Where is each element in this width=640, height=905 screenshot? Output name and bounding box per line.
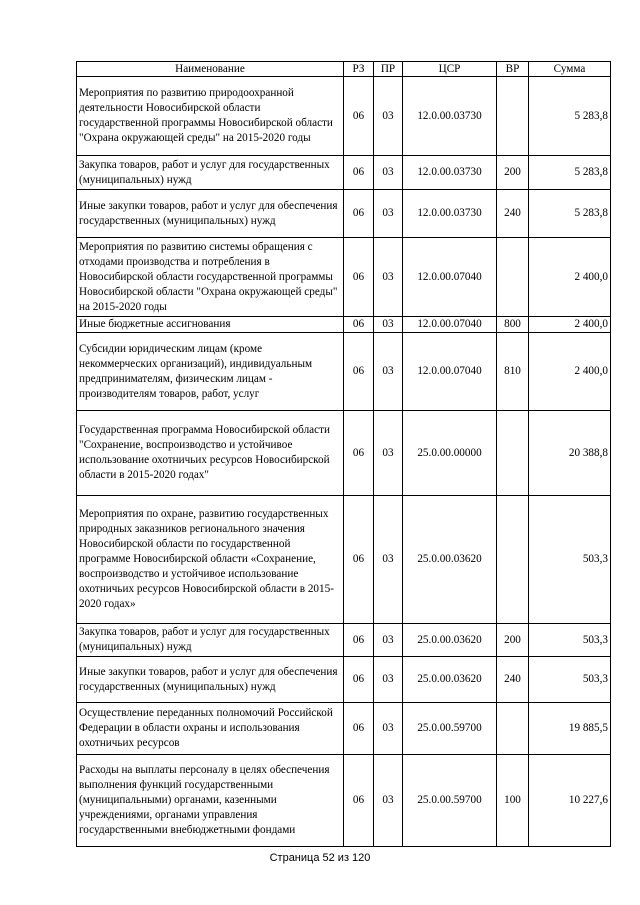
table-row — [77, 317, 611, 333]
header-vr: ВР — [497, 62, 529, 77]
row-sum: 20 388,8 — [529, 411, 611, 496]
row-vr: 800 — [497, 317, 529, 333]
table-row — [77, 77, 611, 156]
row-pr: 03 — [374, 156, 403, 190]
row-name: Иные закупки товаров, работ и услуг для обеспечения государственных (муниципальных) нужд — [77, 190, 344, 238]
row-sum: 10 227,6 — [529, 755, 611, 847]
row-pr: 03 — [374, 238, 403, 317]
row-name: Закупка товаров, работ и услуг для государственных (муниципальных) нужд — [77, 624, 344, 657]
row-name: Мероприятия по развитию природоохранной деятельности Новосибирской области государственной программы Новосибирской области "Охрана окружающей среды" на 2015-2020 годы — [77, 77, 344, 156]
row-vr — [497, 496, 529, 624]
page-number: Страница 52 из 120 — [269, 852, 371, 864]
table-row — [77, 156, 611, 190]
row-pr: 03 — [374, 755, 403, 847]
row-csr: 12.0.00.03730 — [403, 156, 497, 190]
row-pr: 03 — [374, 624, 403, 657]
table-row — [77, 755, 611, 847]
row-name: Иные бюджетные ассигнования — [77, 317, 344, 333]
row-csr: 25.0.00.03620 — [403, 496, 497, 624]
row-csr: 12.0.00.07040 — [403, 317, 497, 333]
row-name: Субсидии юридическим лицам (кроме некоммерческих организаций), индивидуальным предпринимателям, физическим лицам - производителям товаров, работ, услуг — [77, 333, 344, 411]
row-rz: 06 — [344, 703, 374, 755]
row-sum: 2 400,0 — [529, 333, 611, 411]
table-row — [77, 703, 611, 755]
row-vr: 200 — [497, 624, 529, 657]
row-vr — [497, 238, 529, 317]
row-pr: 03 — [374, 496, 403, 624]
table-row — [77, 333, 611, 411]
row-name: Государственная программа Новосибирской области "Сохранение, воспроизводство и устойчивое использование охотничьих ресурсов Новосибирской области в 2015-2020 годах" — [77, 411, 344, 496]
row-pr: 03 — [374, 77, 403, 156]
table-row — [77, 624, 611, 657]
row-vr: 200 — [497, 156, 529, 190]
table-row — [77, 411, 611, 496]
row-sum: 2 400,0 — [529, 317, 611, 333]
table-row — [77, 238, 611, 317]
row-rz: 06 — [344, 333, 374, 411]
header-row — [77, 62, 611, 77]
row-vr: 240 — [497, 657, 529, 703]
row-rz: 06 — [344, 657, 374, 703]
row-vr: 100 — [497, 755, 529, 847]
row-name: Мероприятия по охране, развитию государственных природных заказников регионального значения Новосибирской области по государственной программе Новосибирской области «Сохранение, воспроизводство и устойчивое использование охотничьих ресурсов Новосибирской области в 2015-2020 годах» — [77, 496, 344, 624]
row-sum: 2 400,0 — [529, 238, 611, 317]
row-rz: 06 — [344, 317, 374, 333]
row-vr: 810 — [497, 333, 529, 411]
header-rz: РЗ — [344, 62, 374, 77]
row-csr: 12.0.00.07040 — [403, 238, 497, 317]
table-row — [77, 657, 611, 703]
row-sum: 5 283,8 — [529, 77, 611, 156]
row-csr: 25.0.00.03620 — [403, 624, 497, 657]
row-csr: 25.0.00.03620 — [403, 657, 497, 703]
table-row — [77, 190, 611, 238]
row-csr: 25.0.00.59700 — [403, 755, 497, 847]
row-sum: 19 885,5 — [529, 703, 611, 755]
header-pr: ПР — [374, 62, 403, 77]
row-rz: 06 — [344, 496, 374, 624]
row-csr: 12.0.00.03730 — [403, 77, 497, 156]
row-pr: 03 — [374, 190, 403, 238]
row-sum: 5 283,8 — [529, 190, 611, 238]
row-pr: 03 — [374, 333, 403, 411]
row-name: Иные закупки товаров, работ и услуг для обеспечения государственных (муниципальных) нужд — [77, 657, 344, 703]
row-vr — [497, 77, 529, 156]
row-name: Расходы на выплаты персоналу в целях обеспечения выполнения функций государственными (муниципальными) органами, казенными учреждениями, органами управления государственными внебюджетными фондами — [77, 755, 344, 847]
row-pr: 03 — [374, 317, 403, 333]
row-csr: 25.0.00.59700 — [403, 703, 497, 755]
row-csr: 25.0.00.00000 — [403, 411, 497, 496]
row-sum: 503,3 — [529, 496, 611, 624]
row-rz: 06 — [344, 411, 374, 496]
row-name: Мероприятия по развитию системы обращения с отходами производства и потребления в Новосибирской области государственной программы Новосибирской области "Охрана окружающей среды" на 2015-2020 годы — [77, 238, 344, 317]
row-csr: 12.0.00.07040 — [403, 333, 497, 411]
table-row — [77, 496, 611, 624]
row-rz: 06 — [344, 755, 374, 847]
row-rz: 06 — [344, 238, 374, 317]
row-sum: 503,3 — [529, 657, 611, 703]
row-rz: 06 — [344, 624, 374, 657]
page-footer — [0, 852, 640, 864]
row-pr: 03 — [374, 703, 403, 755]
header-name: Наименование — [77, 62, 344, 77]
row-name: Закупка товаров, работ и услуг для государственных (муниципальных) нужд — [77, 156, 344, 190]
row-sum: 503,3 — [529, 624, 611, 657]
row-pr: 03 — [374, 657, 403, 703]
budget-table — [76, 61, 611, 847]
header-sum: Сумма — [529, 62, 611, 77]
row-sum: 5 283,8 — [529, 156, 611, 190]
header-csr: ЦСР — [403, 62, 497, 77]
row-vr: 240 — [497, 190, 529, 238]
row-rz: 06 — [344, 190, 374, 238]
row-csr: 12.0.00.03730 — [403, 190, 497, 238]
row-rz: 06 — [344, 156, 374, 190]
row-pr: 03 — [374, 411, 403, 496]
row-vr — [497, 703, 529, 755]
row-name: Осуществление переданных полномочий Российской Федерации в области охраны и использования охотничьих ресурсов — [77, 703, 344, 755]
row-rz: 06 — [344, 77, 374, 156]
row-vr — [497, 411, 529, 496]
